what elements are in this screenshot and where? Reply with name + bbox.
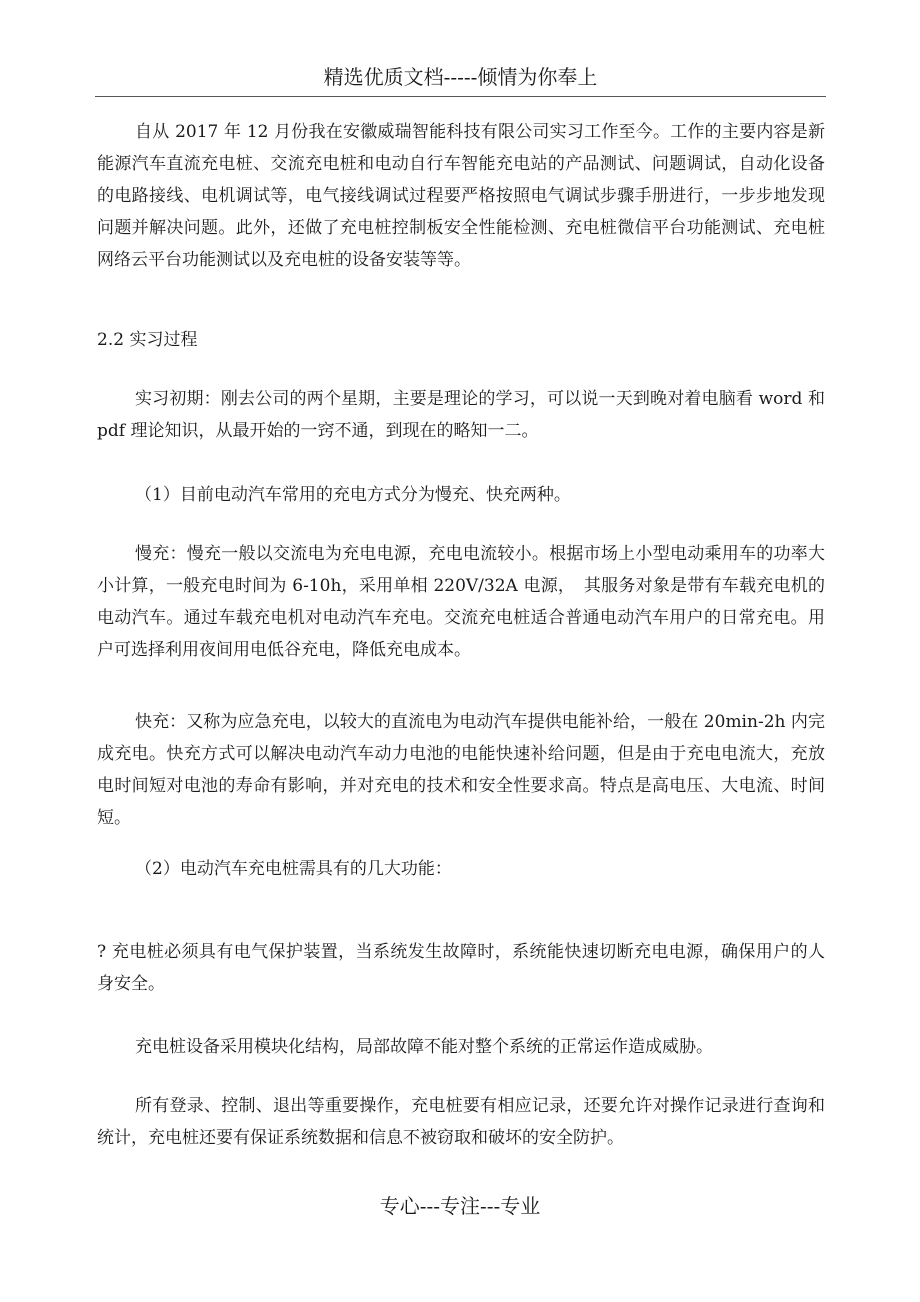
slow-charge-paragraph: 慢充：慢充一般以交流电为充电电源，充电电流较小。根据市场上小型电动乘用车的功率大小计算，一般充电时间为 6-10h，采用单相 220V/32A 电源， 其服务对象是带有车载充电机的电动汽车。通过车载充电机对电动汽车充电。交流充电桩适合普通电动汽车用户的日常充电。用户可选择利用夜间用电低谷充电，降低充电成本。 <box>97 544 825 660</box>
item2-heading: （2）电动汽车充电桩需具有的几大功能： <box>135 859 452 879</box>
fast-charge-paragraph: 快充：又称为应急充电，以较大的直流电为电动汽车提供电能补给，一般在 20min-2h 内完成充电。快充方式可以解决电动汽车动力电池的电能快速补给问题，但是由于充电电流大，充放电时间短对电池的寿命有影响，并对充电的技术和安全性要求高。特点是高电压、大电流、时间短。 <box>97 712 825 828</box>
header-title: 精选优质文档-----倾情为你奉上 <box>323 65 598 89</box>
function1-paragraph: ? 充电桩必须具有电气保护装置，当系统发生故障时，系统能快速切断充电电源，确保用户的人身安全。 <box>97 942 825 994</box>
early-stage-paragraph: 实习初期：刚去公司的两个星期，主要是理论的学习，可以说一天到晚对着电脑看 word 和 pdf 理论知识，从最开始的一窍不通，到现在的略知一二。 <box>97 389 825 441</box>
function3-paragraph: 所有登录、控制、退出等重要操作，充电桩要有相应记录，还要允许对操作记录进行查询和统计，充电桩还要有保证系统数据和信息不被窃取和破坏的安全防护。 <box>97 1096 825 1148</box>
section-heading: 2.2 实习过程 <box>97 330 198 350</box>
page-header <box>95 62 826 97</box>
page-footer: 专心---专注---专业 <box>379 1194 541 1218</box>
intro-paragraph: 自从 2017 年 12 月份我在安徽威瑞智能科技有限公司实习工作至今。工作的主要内容是新能源汽车直流充电桩、交流充电桩和电动自行车智能充电站的产品测试、问题调试，自动化设备的电路接线、电机调试等，电气接线调试过程要严格按照电气调试步骤手册进行，一步步地发现问题并解决问题。此外，还做了充电桩控制板安全性能检测、充电桩微信平台功能测试、充电桩网络云平台功能测试以及充电桩的设备安装等等。 <box>97 122 825 270</box>
item1-heading: （1）目前电动汽车常用的充电方式分为慢充、快充两种。 <box>135 485 571 505</box>
function2-paragraph: 充电桩设备采用模块化结构，局部故障不能对整个系统的正常运作造成威胁。 <box>135 1037 713 1057</box>
